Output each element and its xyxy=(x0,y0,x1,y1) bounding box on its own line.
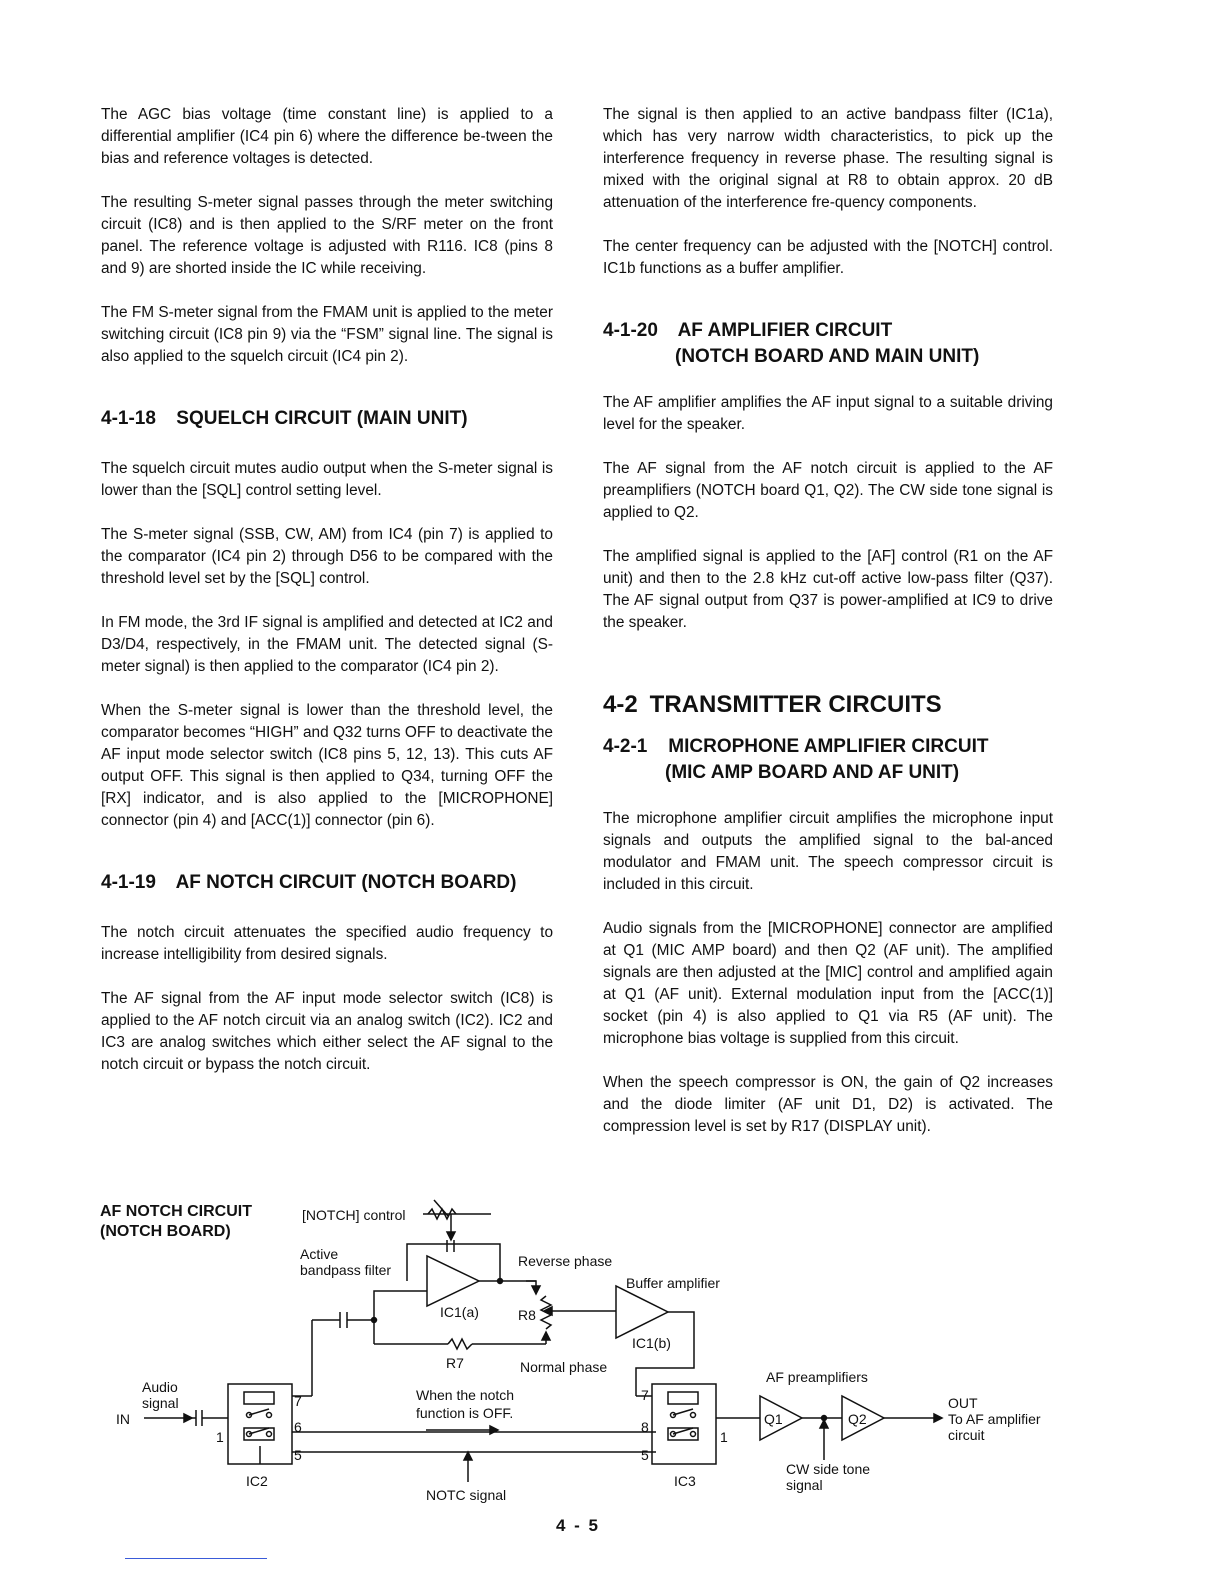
section-title: SQUELCH CIRCUIT (MAIN UNIT) xyxy=(176,408,468,429)
q2-label: Q2 xyxy=(848,1411,867,1427)
paragraph-threshold: When the S-meter signal is lower than the threshold level, the comparator becomes “HIGH” and Q32 turns OFF to deactivate the AF input mode selector switch (IC8 pins 5, 12, 13). This cuts AF output OFF. This signal is then applied to Q34, turning OFF the [RX] indicator, and is also applied to the [MICROPHONE] connector (pin 4) and [ACC(1)] connector (pin 6). xyxy=(101,702,553,829)
section-number: 4-1-20 xyxy=(603,320,658,341)
active-bpf-label-1: Active xyxy=(300,1246,339,1262)
page-number: 4 - 5 xyxy=(556,1516,601,1535)
section-number: 4-1-19 xyxy=(101,872,156,893)
active-bpf-label-2: bandpass filter xyxy=(300,1262,392,1278)
paragraph-s-meter: The resulting S-meter signal passes through the meter switching circuit (IC8) and is then applied to the S/RF meter on the front panel. The reference voltage is adjusted with R116. IC8 (pins 8 and 9) are shorted inside the IC while receiving. xyxy=(101,194,553,277)
paragraph-af-control: The amplified signal is applied to the [AF] control (R1 on the AF unit) and then to the 2.8 kHz cut-off active low-pass filter (Q37). The AF signal output from Q37 is power-amplified at IC9 to drive the speaker. xyxy=(603,548,1053,631)
paragraph-notch-intro: The notch circuit attenuates the specified audio frequency to increase intelligibility from desired signals. xyxy=(101,924,553,963)
paragraph-mic-signals: Audio signals from the [MICROPHONE] connector are amplified at Q1 (MIC AMP board) and then Q2 (AF unit). The amplified signals are then adjusted at the [MIC] control and amplified again at Q1 (AF unit). External modulation input from the [ACC(1)] socket (pin 4) is also applied to Q1 via R5 (AF unit). The microphone bias voltage is supplied from this circuit. xyxy=(603,920,1053,1047)
paragraph-fm-mode: In FM mode, the 3rd IF signal is amplified and detected at IC2 and D3/D4, respectively, in the FMAM unit. The detected signal (S-meter signal) is then applied to the comparator (IC4 pin 2). xyxy=(101,614,553,675)
notch-off-label-2: function is OFF. xyxy=(416,1405,514,1421)
heading-4-1-20 xyxy=(603,318,1053,370)
right-column xyxy=(603,104,1053,1160)
section-title: AF AMPLIFIER CIRCUIT xyxy=(677,320,893,341)
heading-4-1-19 xyxy=(101,870,553,896)
reverse-phase-label: Reverse phase xyxy=(518,1253,613,1269)
paragraph-agc-bias: The AGC bias voltage (time constant line) is applied to a differential amplifier (IC4 pin 6) where the difference be-tween the bias and reference voltages is detected. xyxy=(101,106,553,167)
notch-off-label-1: When the notch xyxy=(416,1387,515,1403)
section-number: 4-2-1 xyxy=(603,736,648,757)
out-label-2: To AF amplifier xyxy=(948,1411,1041,1427)
q1-label: Q1 xyxy=(764,1411,783,1427)
footer-rule xyxy=(125,1558,267,1559)
out-label-1: OUT xyxy=(948,1395,978,1411)
paragraph-mic-amp-intro: The microphone amplifier circuit amplifies the microphone input signals and outputs the amplified signal to the bal-anced modulator and FMAM unit. The speech compressor circuit is included in this circuit. xyxy=(603,810,1053,893)
audio-signal-label-2: signal xyxy=(142,1395,179,1411)
diagram-title-line1: AF NOTCH CIRCUIT xyxy=(100,1203,252,1220)
section-number: 4-1-18 xyxy=(101,408,156,429)
r8-label: R8 xyxy=(518,1307,536,1323)
paragraph-fm-s-meter: The FM S-meter signal from the FMAM unit is applied to the meter switching circuit (IC8 pin 9) via the “FSM” signal line. The signal is also applied to the squelch circuit (IC4 pin 2). xyxy=(101,304,553,365)
out-label-3: circuit xyxy=(948,1427,985,1443)
audio-signal-label-1: Audio xyxy=(142,1379,178,1395)
ic2-pin-1: 1 xyxy=(216,1429,224,1445)
af-notch-circuit-diagram xyxy=(96,1196,1066,1516)
ic3-pin-8: 8 xyxy=(641,1419,649,1435)
section-subtitle: (NOTCH BOARD AND MAIN UNIT) xyxy=(675,346,980,367)
ic2-pin-5: 5 xyxy=(294,1447,302,1463)
ic3-label: IC3 xyxy=(674,1473,696,1489)
ic2-pin-6: 6 xyxy=(294,1419,302,1435)
ic3-pin-7: 7 xyxy=(641,1387,649,1403)
af-preamplifiers-label: AF preamplifiers xyxy=(766,1369,868,1385)
paragraph-squelch-intro: The squelch circuit mutes audio output when the S-meter signal is lower than the [SQL] control setting level. xyxy=(101,460,553,499)
paragraph-bandpass: The signal is then applied to an active bandpass filter (IC1a), which has very narrow width characteristics, to pick up the interference frequency in reverse phase. The resulting signal is mixed with the original signal at R8 to obtain approx. 20 dB attenuation of the interference fre-quency components. xyxy=(603,106,1053,211)
section-title: MICROPHONE AMPLIFIER CIRCUIT xyxy=(668,736,989,757)
notc-signal-label: NOTC signal xyxy=(426,1487,507,1503)
chapter-title: TRANSMITTER CIRCUITS xyxy=(649,691,942,718)
cw-side-tone-label-2: signal xyxy=(786,1477,823,1493)
ic3-pin-5: 5 xyxy=(641,1447,649,1463)
in-label: IN xyxy=(116,1411,130,1427)
circuit-schematic xyxy=(96,1196,1066,1516)
heading-4-1-18 xyxy=(101,406,553,432)
paragraph-af-amp-intro: The AF amplifier amplifies the AF input signal to a suitable driving level for the speaker. xyxy=(603,394,1053,433)
left-column xyxy=(101,104,553,1098)
heading-4-2-1 xyxy=(603,734,1053,786)
chapter-number: 4-2 xyxy=(603,691,638,718)
cw-side-tone-label-1: CW side tone xyxy=(786,1461,871,1477)
ic2-pin-7: 7 xyxy=(294,1393,302,1409)
ic1b-label: IC1(b) xyxy=(632,1335,671,1351)
paragraph-squelch-comparator: The S-meter signal (SSB, CW, AM) from IC4 (pin 7) is applied to the comparator (IC4 pin 2) through D56 to be compared with the threshold level set by the [SQL] control. xyxy=(101,526,553,587)
paragraph-af-preamps: The AF signal from the AF notch circuit is applied to the AF preamplifiers (NOTCH board Q1, Q2). The CW side tone signal is applied to Q2. xyxy=(603,460,1053,521)
paragraph-notch-switch: The AF signal from the AF input mode selector switch (IC8) is applied to the AF notch circuit via an analog switch (IC2). IC2 and IC3 are analog switches which either select the AF signal to the notch circuit or bypass the notch circuit. xyxy=(101,990,553,1073)
ic2-label: IC2 xyxy=(246,1473,268,1489)
section-subtitle: (MIC AMP BOARD AND AF UNIT) xyxy=(665,762,960,783)
paragraph-center-frequency: The center frequency can be adjusted with the [NOTCH] control. IC1b functions as a buffer amplifier. xyxy=(603,238,1053,277)
ic1a-label: IC1(a) xyxy=(440,1304,479,1320)
heading-4-2 xyxy=(603,690,1053,720)
r7-label: R7 xyxy=(446,1355,464,1371)
normal-phase-label: Normal phase xyxy=(520,1359,608,1375)
notch-control-label: [NOTCH] control xyxy=(302,1207,406,1223)
ic3-pin-1: 1 xyxy=(720,1429,728,1445)
section-title: AF NOTCH CIRCUIT (NOTCH BOARD) xyxy=(175,872,517,893)
paragraph-speech-compressor: When the speech compressor is ON, the gain of Q2 increases and the diode limiter (AF unit D1, D2) is activated. The compression level is set by R17 (DISPLAY unit). xyxy=(603,1074,1053,1135)
buffer-amplifier-label: Buffer amplifier xyxy=(626,1275,720,1291)
diagram-title-line2: (NOTCH BOARD) xyxy=(100,1223,231,1240)
